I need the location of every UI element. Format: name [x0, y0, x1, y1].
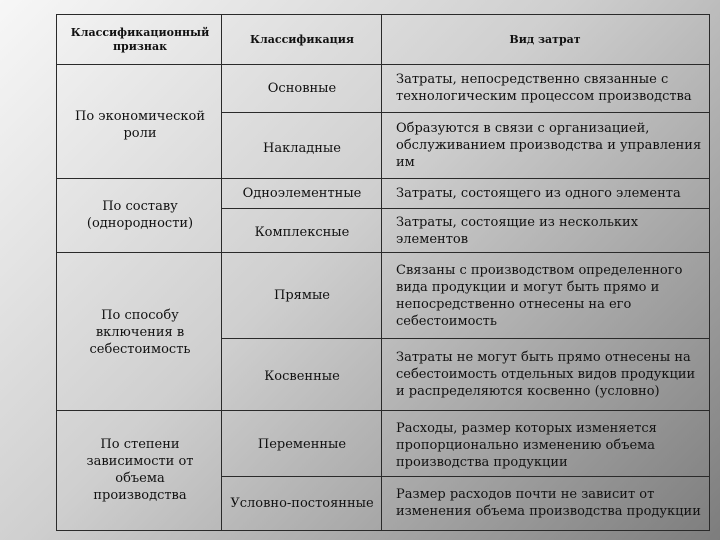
cost-type-variable: Расходы, размер которых изменяется пропорционально изменению объема производства продукции: [396, 420, 657, 470]
classification-semi-fixed: Условно-постоянные: [230, 495, 374, 511]
header-cost-type: Вид затрат: [509, 33, 581, 46]
column-divider-1: [221, 14, 222, 531]
group-divider: [56, 252, 710, 253]
group-divider: [56, 410, 710, 411]
header-classification: Классификация: [249, 33, 354, 46]
classification-overhead: Накладные: [263, 140, 341, 156]
table-border-top: [56, 14, 710, 15]
cost-type-main: Затраты, непосредственно связанные с технологическим процессом производства: [396, 72, 692, 104]
table-border-right: [709, 14, 710, 531]
classification-indirect: Косвенные: [264, 368, 340, 384]
table-border-bottom: [56, 530, 710, 531]
criterion-economic-role: По экономической роли: [75, 109, 205, 141]
classification-single-element: Одноэлементные: [242, 185, 362, 201]
classification-complex: Комплексные: [254, 224, 350, 240]
cost-type-indirect: Затраты не могут быть прямо отнесены на себестоимость отдельных видов продукции и распределяются косвенно (условно): [396, 349, 696, 399]
classification-main: Основные: [267, 80, 337, 96]
cost-type-complex: Затраты, состоящие из нескольких элементов: [396, 215, 639, 247]
table-border-left: [56, 14, 57, 531]
cost-type-direct: Связаны с производством определенного вида продукции и могут быть прямо и непосредственно отнесены на его себестоимость: [396, 263, 683, 329]
row-divider: [221, 208, 710, 209]
row-divider: [221, 476, 710, 477]
header-divider: [56, 64, 710, 65]
classification-variable: Переменные: [257, 436, 347, 452]
criterion-volume-dependence: По степени зависимости от объема производства: [86, 437, 194, 503]
row-divider: [221, 338, 710, 339]
cost-type-overhead: Образуются в связи с организацией, обслуживанием производства и управления им: [396, 120, 702, 170]
classification-direct: Прямые: [273, 287, 330, 303]
row-divider: [221, 112, 710, 113]
cost-type-semi-fixed: Размер расходов почти не зависит от изменения объема производства продукции: [396, 487, 701, 519]
criterion-inclusion-method: По способу включения в себестоимость: [89, 307, 191, 357]
cost-type-single-element: Затраты, состоящего из одного элемента: [396, 185, 681, 201]
criterion-composition: По составу (однородности): [86, 199, 194, 231]
group-divider: [56, 178, 710, 179]
column-divider-2: [381, 14, 382, 531]
header-criterion: Классификационный признак: [70, 26, 210, 53]
